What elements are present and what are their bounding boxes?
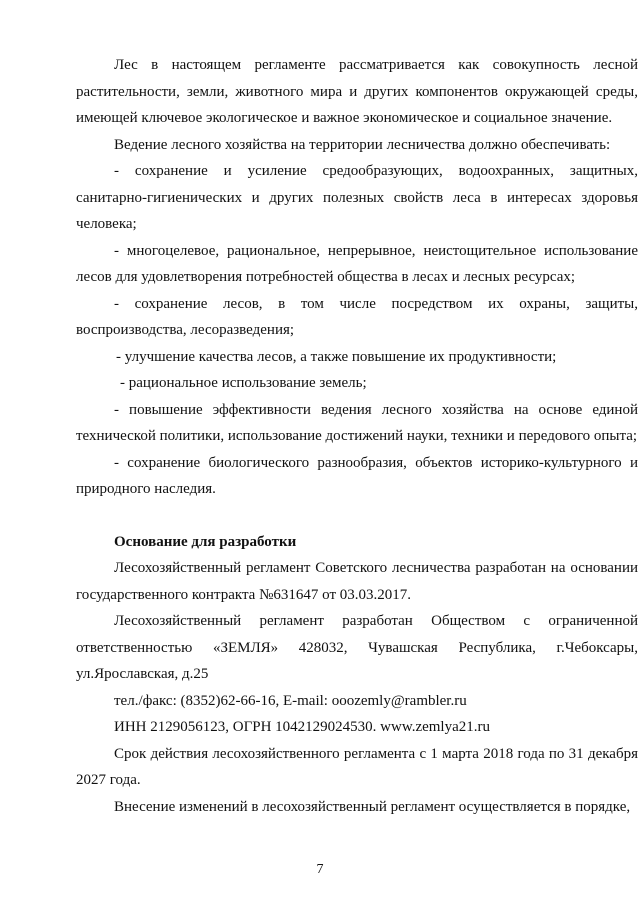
list-item: - повышение эффективности ведения лесного хозяйства на основе единой технической политики, использование достижений науки, техники и передового опыта; xyxy=(76,401,638,444)
contact-phone-email: тел./факс: (8352)62-66-16, E-mail: ooozemly@rambler.ru xyxy=(114,692,467,709)
list-item: - сохранение биологического разнообразия, объектов историко-культурного и природного наследия. xyxy=(76,454,638,497)
paragraph-forestry-goals-intro: Ведение лесного хозяйства на территории лесничества должно обеспечивать: xyxy=(114,136,611,153)
company-identifiers: ИНН 2129056123, ОГРН 1042129024530. www.zemlya21.ru xyxy=(114,719,491,735)
section-spacer xyxy=(76,503,638,529)
paragraph-forest-definition: Лес в настоящем регламенте рассматривается как совокупность лесной растительности, земли, животного мира и других компонентов окружающей среды, имеющей ключевое экологическое и важное экономическое и социальное значение. xyxy=(76,57,638,126)
section-heading: Основание для разработки xyxy=(114,533,297,550)
list-item: - сохранение лесов, в том числе посредством их охраны, защиты, воспроизводства, лесоразведения; xyxy=(76,295,638,338)
paragraph-validity-term: Срок действия лесохозяйственного регламента с 1 марта 2018 года по 31 декабря 2027 года. xyxy=(76,745,638,788)
page-number: 7 xyxy=(316,862,324,877)
paragraph-contract-basis: Лесохозяйственный регламент Советского лесничества разработан на основании государственного контракта №631647 от 03.03.2017. xyxy=(76,560,638,603)
list-item: - улучшение качества лесов, а также повышение их продуктивности; xyxy=(116,348,557,365)
list-item: - рациональное использование земель; xyxy=(120,375,367,391)
list-item: - многоцелевое, рациональное, непрерывное, неистощительное использование лесов для удовлетворения потребностей общества в лесах и лесных ресурсах; xyxy=(76,242,638,285)
paragraph-amendments: Внесение изменений в лесохозяйственный регламент осуществляется в порядке, xyxy=(114,798,631,815)
paragraph-developer: Лесохозяйственный регламент разработан Обществом с ограниченной ответственностью «ЗЕМЛЯ» 428032, Чувашская Республика, г.Чебоксары, ул.Ярославская, д.25 xyxy=(76,613,638,682)
page-content xyxy=(76,52,638,820)
list-item: - сохранение и усиление средообразующих, водоохранных, защитных, санитарно-гигиенических и других полезных свойств леса в интересах здоровья человека; xyxy=(76,163,638,232)
